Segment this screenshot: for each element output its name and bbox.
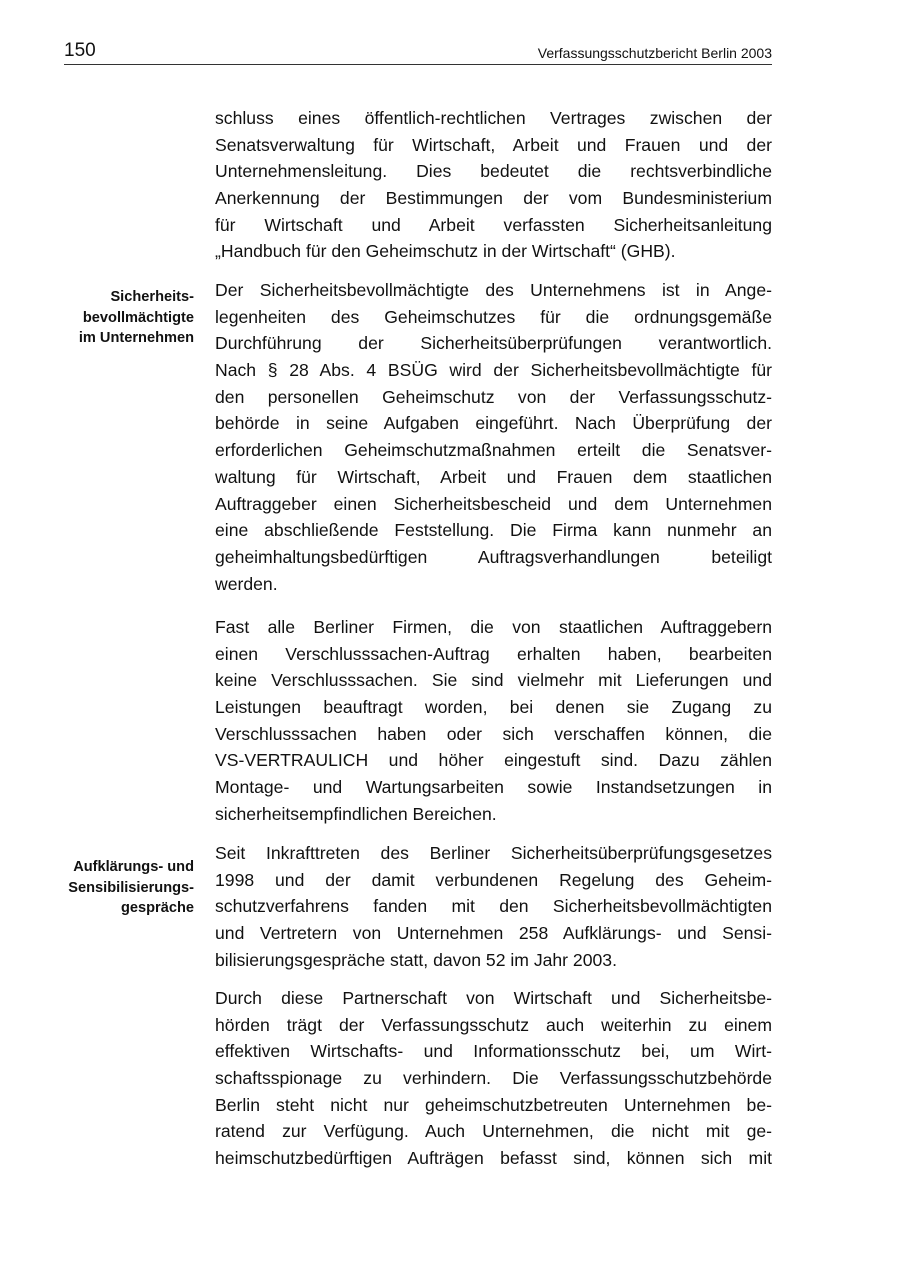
running-title: Verfassungsschutzbericht Berlin 2003 xyxy=(537,45,772,61)
text-line: eine abschließende Feststellung. Die Firma kann nunmehr an xyxy=(215,520,772,541)
margin-note-aufklaerungsgespraeche xyxy=(24,857,194,919)
text-line: Auftraggeber einen Sicherheitsbescheid und dem Unternehmen xyxy=(215,493,772,514)
paragraph-4 xyxy=(215,840,772,973)
text-line: ratend zur Verfügung. Auch Unternehmen, die nicht mit ge- xyxy=(215,1121,772,1142)
text-line: Nach § 28 Abs. 4 BSÜG wird der Sicherheitsbevollmächtigte für xyxy=(215,360,772,381)
text-line: Unternehmensleitung. Dies bedeutet die rechtsverbindliche xyxy=(215,161,772,182)
text-line: Leistungen beauftragt worden, bei denen sie Zugang zu xyxy=(215,697,772,718)
text-line: einen Verschlusssachen-Auftrag erhalten haben, bearbeiten xyxy=(215,643,772,664)
text-line: keine Verschlusssachen. Sie sind vielmehr mit Lieferungen und xyxy=(215,670,772,691)
margin-note-line: gespräche xyxy=(120,900,194,916)
text-line: werden. xyxy=(215,573,278,594)
text-line: heimschutzbedürftigen Aufträgen befasst sind, können sich mit xyxy=(215,1148,772,1169)
margin-note-line: im Unternehmen xyxy=(78,330,194,346)
text-line: „Handbuch für den Geheimschutz in der Wirtschaft“ (GHB). xyxy=(215,241,676,262)
margin-note-line: bevollmächtigte xyxy=(82,309,194,326)
text-line: schutzverfahrens fanden mit den Sicherheitsbevollmächtigten xyxy=(215,896,772,917)
text-line: und Vertretern von Unternehmen 258 Aufklärungs- und Sensi- xyxy=(215,923,772,944)
text-line: schaftsspionage zu verhindern. Die Verfassungsschutzbehörde xyxy=(215,1068,772,1089)
text-line: hörden trägt der Verfassungsschutz auch weiterhin zu einem xyxy=(215,1014,772,1035)
text-line: behörde in seine Aufgaben eingeführt. Nach Überprüfung der xyxy=(215,413,772,434)
text-line: Durchführung der Sicherheitsüberprüfungen verantwortlich. xyxy=(215,333,772,354)
paragraph-1 xyxy=(215,105,772,265)
page-number: 150 xyxy=(64,40,96,61)
text-line: Senatsverwaltung für Wirtschaft, Arbeit und Frauen und der xyxy=(215,134,772,155)
text-line: Durch diese Partnerschaft von Wirtschaft und Sicherheitsbe- xyxy=(215,988,772,1008)
paragraph-5 xyxy=(215,985,772,1172)
text-line: VS-VERTRAULICH und höher eingestuft sind. Dazu zählen xyxy=(215,750,772,771)
margin-note-sicherheitsbevollmaechtigte xyxy=(24,287,194,349)
text-line: erforderlichen Geheimschutzmaßnahmen erteilt die Senatsver- xyxy=(215,440,772,461)
text-line: für Wirtschaft und Arbeit verfassten Sicherheitsanleitung xyxy=(215,214,772,235)
text-line: Fast alle Berliner Firmen, die von staatlichen Auftraggebern xyxy=(215,617,772,637)
text-line: geheimhaltungsbedürftigen Auftragsverhandlungen beteiligt xyxy=(215,546,772,567)
text-line: Seit Inkrafttreten des Berliner Sicherheitsüberprüfungsgesetzes xyxy=(215,843,772,863)
text-line: Der Sicherheitsbevollmächtigte des Unternehmens ist in Ange- xyxy=(215,280,772,300)
text-line: schluss eines öffentlich-rechtlichen Vertrages zwischen der xyxy=(215,108,772,128)
text-line: bilisierungsgespräche statt, davon 52 im Jahr 2003. xyxy=(215,949,617,970)
text-line: sicherheitsempfindlichen Bereichen. xyxy=(215,803,497,824)
margin-note-line: Aufklärungs- und xyxy=(73,859,194,875)
text-line: den personellen Geheimschutz von der Verfassungsschutz- xyxy=(215,386,772,407)
text-line: Anerkennung der Bestimmungen der vom Bundesministerium xyxy=(215,188,772,209)
text-line: Verschlusssachen haben oder sich verschaffen können, die xyxy=(215,723,772,744)
margin-note-line: Sicherheits- xyxy=(110,289,194,305)
text-line: Berlin steht nicht nur geheimschutzbetreuten Unternehmen be- xyxy=(215,1094,772,1115)
text-line: legenheiten des Geheimschutzes für die ordnungsgemäße xyxy=(215,306,772,327)
text-line: 1998 und der damit verbundenen Regelung des Geheim- xyxy=(215,869,772,890)
page-header xyxy=(64,38,772,65)
paragraph-3 xyxy=(215,614,772,828)
text-line: effektiven Wirtschafts- und Informationsschutz bei, um Wirt- xyxy=(215,1041,772,1062)
margin-note-line: Sensibilisierungs- xyxy=(68,879,194,896)
text-line: Montage- und Wartungsarbeiten sowie Instandsetzungen in xyxy=(215,777,772,798)
text-line: waltung für Wirtschaft, Arbeit und Frauen dem staatlichen xyxy=(215,466,772,487)
paragraph-2 xyxy=(215,277,772,597)
